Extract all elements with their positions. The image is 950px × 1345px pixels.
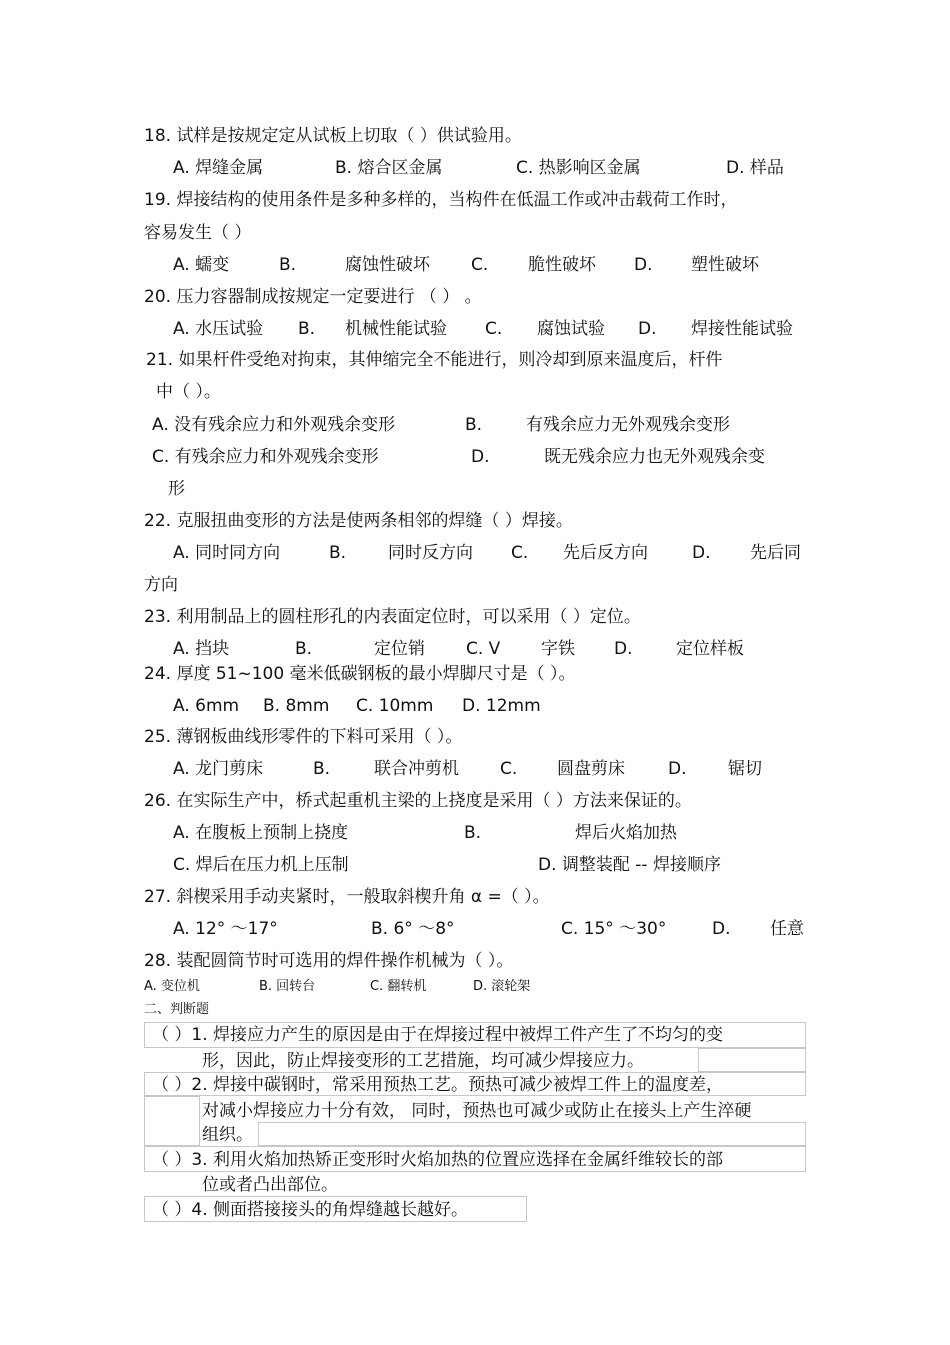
option-d-text: 塑性破坏 — [691, 255, 759, 275]
judgement-2-line-1: （ ）2. 焊接中碳钢时，常采用预热工艺。预热可减少被焊工件上的温度差， — [152, 1075, 724, 1095]
option-d-text: 先后同 — [750, 543, 801, 563]
option-b-letter: B. — [295, 639, 313, 659]
question-25-stem: 25. 薄钢板曲线形零件的下料可采用（ ）。 — [144, 727, 463, 747]
option-d-letter: D. — [614, 639, 633, 659]
option-a: A. 龙门剪床 — [173, 759, 264, 779]
option-d-letter: D. — [471, 447, 490, 467]
judgement-3-line-2: 位或者凸出部位。 — [202, 1175, 338, 1195]
option-d-text: 锯切 — [728, 759, 762, 779]
option-d-text: 定位样板 — [676, 639, 744, 659]
option-d-text: 任意 — [770, 919, 804, 939]
question-24-stem: 24. 厚度 51~100 毫米低碳钢板的最小焊脚尺寸是（ ）。 — [144, 664, 576, 684]
option-b: B. 8mm — [263, 696, 330, 716]
option-c: C. 有残余应力和外观残余变形 — [152, 447, 379, 467]
question-28-stem: 28. 装配圆筒节时可选用的焊件操作机械为（ ）。 — [144, 951, 514, 971]
option-d-text-cont: 形 — [168, 479, 185, 499]
table-cell-border — [698, 1048, 806, 1072]
judgement-1-line-1: （ ）1. 焊接应力产生的原因是由于在焊接过程中被焊工件产生了不均匀的变 — [152, 1025, 724, 1045]
judgement-2-line-2: 对减小焊接应力十分有效， 同时，预热也可减少或防止在接头上产生淬硬 — [202, 1101, 752, 1121]
option-b: B. 熔合区金属 — [335, 158, 443, 178]
option-d-text: 既无残余应力也无外观残余变 — [544, 447, 765, 467]
option-c-text: 腐蚀试验 — [537, 319, 605, 339]
option-b-letter: B. — [313, 759, 331, 779]
option-b-text: 焊后火焰加热 — [575, 823, 677, 843]
option-d-letter: D. — [634, 255, 653, 275]
option-b-text: 同时反方向 — [388, 543, 473, 563]
option-b-text: 机械性能试验 — [345, 319, 447, 339]
option-c: C. 焊后在压力机上压制 — [173, 855, 349, 875]
option-c: C. 10mm — [356, 696, 434, 716]
table-cell-border — [258, 1122, 806, 1146]
option-c-letter: C. — [485, 319, 503, 339]
option-a: A. 同时同方向 — [173, 543, 281, 563]
option-d-letter: D. — [692, 543, 711, 563]
option-c: C. 15° ～30° — [561, 919, 667, 939]
option-d: D. 12mm — [462, 696, 541, 716]
option-b: B. 回转台 — [259, 979, 316, 994]
option-c-text: 字铁 — [541, 639, 575, 659]
option-b-letter: B. — [298, 319, 316, 339]
option-d: D. 调整装配 -- 焊接顺序 — [538, 855, 721, 875]
question-27-stem: 27. 斜楔采用手动夹紧时，一般取斜楔升角 α =（ ）。 — [144, 887, 550, 907]
option-a: A. 变位机 — [144, 979, 200, 994]
option-c-letter: C. — [471, 255, 489, 275]
option-c-text: 先后反方向 — [563, 543, 648, 563]
option-d: D. 滚轮架 — [473, 979, 531, 994]
judgement-2-line-3: 组织。 — [202, 1125, 253, 1145]
option-b-text: 腐蚀性破坏 — [345, 255, 430, 275]
option-b: B. 6° ～8° — [371, 919, 455, 939]
option-a: A. 挡块 — [173, 639, 230, 659]
option-d-text: 焊接性能试验 — [691, 319, 793, 339]
option-a: A. 水压试验 — [173, 319, 264, 339]
option-c-text: 脆性破坏 — [528, 255, 596, 275]
question-21-stem: 21. 如果杆件受绝对拘束，其伸缩完全不能进行，则冷却到原来温度后，杆件 — [146, 350, 723, 370]
option-b-letter: B. — [464, 823, 482, 843]
option-b-text: 有残余应力无外观残余变形 — [526, 415, 730, 435]
question-18-stem: 18. 试样是按规定定从试板上切取（ ）供试验用。 — [144, 126, 522, 146]
question-21-stem-cont: 中（ ）。 — [156, 382, 221, 402]
option-a: A. 12° ～17° — [173, 919, 278, 939]
table-cell-border — [144, 1096, 200, 1146]
judgement-4-line-1: （ ）4. 侧面搭接接头的角焊缝越长越好。 — [152, 1200, 469, 1220]
option-c: C. 翻转机 — [370, 979, 427, 994]
option-c-letter: C. — [500, 759, 518, 779]
judgement-3-line-1: （ ）3. 利用火焰加热矫正变形时火焰加热的位置应选择在金属纤维较长的部 — [152, 1150, 724, 1170]
question-22-stem: 22. 克服扭曲变形的方法是使两条相邻的焊缝（ ）焊接。 — [144, 511, 573, 531]
option-c-text: 圆盘剪床 — [557, 759, 625, 779]
judgement-1-line-2: 形，因此，防止焊接变形的工艺措施，均可减少焊接应力。 — [202, 1051, 644, 1071]
option-b-letter: B. — [465, 415, 483, 435]
option-d-letter: D. — [638, 319, 657, 339]
option-d: D. 样品 — [726, 158, 784, 178]
question-20-stem: 20. 压力容器制成按规定一定要进行 （ ） 。 — [144, 287, 482, 307]
question-19-stem: 19. 焊接结构的使用条件是多种多样的，当构件在低温工作或冲击载荷工作时， — [144, 190, 738, 210]
option-a: A. 焊缝金属 — [173, 158, 264, 178]
option-c: C. 热影响区金属 — [516, 158, 641, 178]
option-a: A. 蠕变 — [173, 255, 230, 275]
option-c-letter: C. — [511, 543, 529, 563]
option-d-text-cont: 方向 — [144, 575, 178, 595]
section-heading: 二、判断题 — [144, 1002, 210, 1017]
question-23-stem: 23. 利用制品上的圆柱形孔的内表面定位时，可以采用（ ）定位。 — [144, 607, 641, 627]
question-19-stem-cont: 容易发生（ ） — [144, 223, 252, 243]
option-b-letter: B. — [329, 543, 347, 563]
option-d-letter: D. — [712, 919, 731, 939]
option-a: A. 6mm — [173, 696, 240, 716]
option-b-text: 联合冲剪机 — [374, 759, 459, 779]
option-c-letter: C. V — [466, 639, 501, 659]
option-a: A. 没有残余应力和外观残余变形 — [152, 415, 396, 435]
question-26-stem: 26. 在实际生产中，桥式起重机主梁的上挠度是采用（ ）方法来保证的。 — [144, 791, 692, 811]
option-b-letter: B. — [279, 255, 297, 275]
option-d-letter: D. — [668, 759, 687, 779]
option-b-text: 定位销 — [374, 639, 425, 659]
option-a: A. 在腹板上预制上挠度 — [173, 823, 349, 843]
